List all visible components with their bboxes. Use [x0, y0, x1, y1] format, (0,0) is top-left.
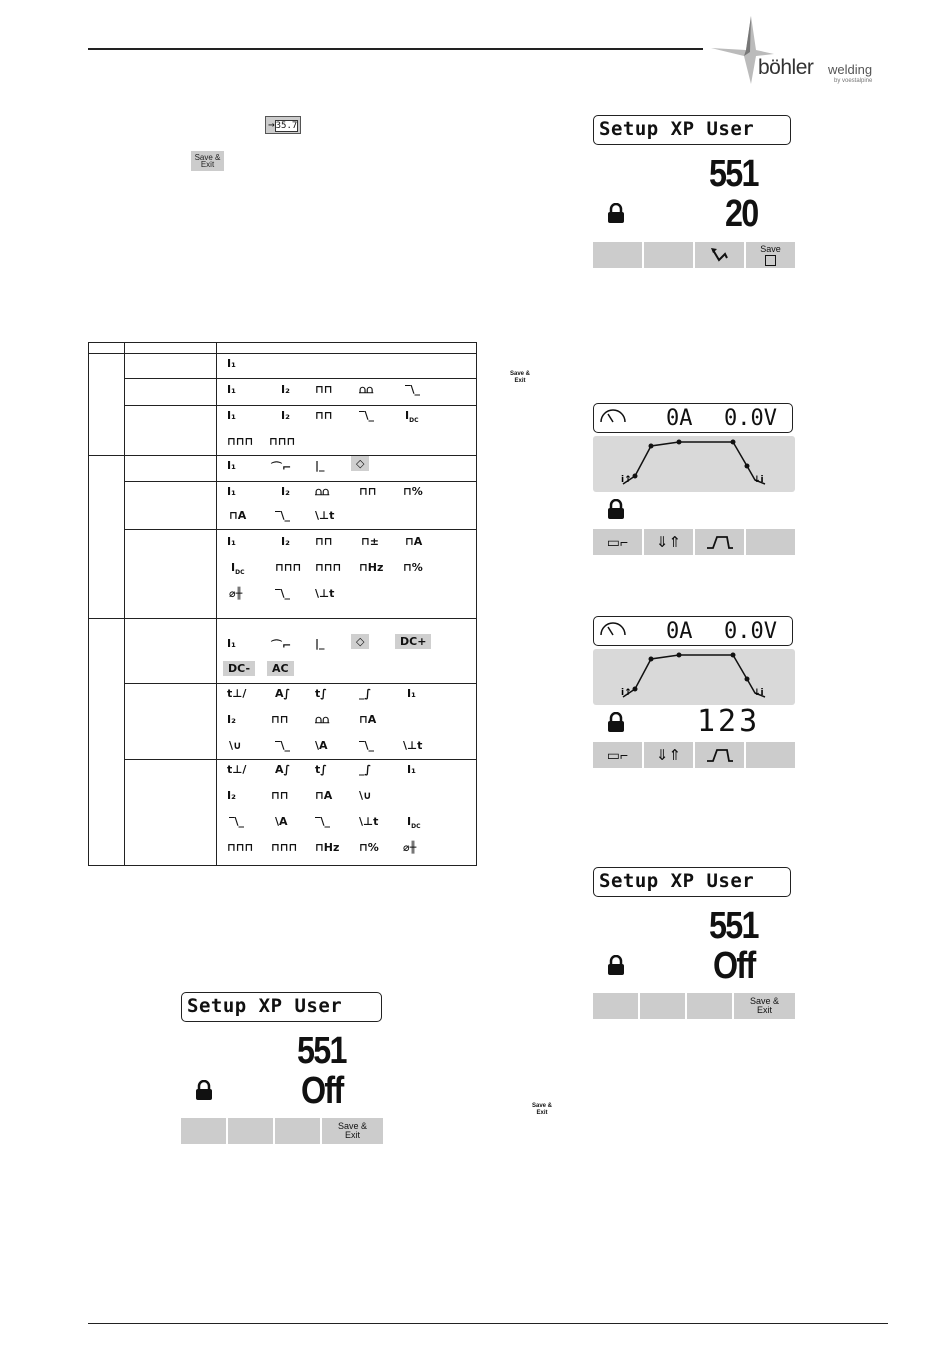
row-divider [89, 455, 476, 456]
softkey-2[interactable] [228, 1118, 275, 1144]
row-divider [124, 683, 476, 684]
pulse-train-icon: ⊓⊓⊓ [227, 435, 254, 448]
lock-icon [607, 955, 625, 975]
lock-icon [607, 712, 625, 732]
khz-pulse-icon: ⩍⩍ [315, 713, 330, 726]
pulse-train-icon: ⊓⊓⊓ [227, 841, 254, 854]
save-exit-icon: Save & Exit [191, 151, 224, 171]
percent-label: % [367, 841, 379, 854]
current-i1-icon: I₁ [227, 357, 236, 370]
panel-title: Setup XP User [593, 115, 791, 145]
row-divider [124, 529, 476, 530]
parameter-number: 551 [709, 153, 758, 195]
footer-rule [88, 1323, 888, 1324]
end-current-icon: \A [315, 739, 328, 752]
pulse-softkey[interactable] [695, 529, 746, 555]
gauge-icon [598, 619, 628, 643]
start-current-icon: A∫ [275, 687, 291, 700]
gas-prepurge-icon: t⊥/ [227, 763, 247, 776]
up-down-icon: ⇓⇑ [655, 746, 682, 764]
undo-icon [709, 246, 731, 264]
pulse-amp-icon: ⊓A [315, 789, 333, 802]
crater-icon: \⊥t [315, 509, 335, 522]
softkey-1[interactable] [181, 1118, 228, 1144]
softkey-2[interactable] [640, 993, 687, 1019]
gauge-icon [598, 406, 628, 430]
header-rule [88, 48, 703, 50]
arrow-icon: → [268, 118, 275, 131]
current-readout: 0A [666, 619, 693, 644]
ac-hz-icon: ⊓Hz [315, 841, 340, 854]
slope-time-icon: \∪ [229, 739, 242, 752]
col-divider [216, 343, 217, 865]
dc-sub-label: DC [411, 823, 421, 831]
panel-setup-off-right [593, 867, 795, 1022]
row-divider [124, 481, 476, 482]
ac-hz-icon: ⊓Hz [359, 561, 384, 574]
panel-graph-1 [593, 403, 795, 558]
svg-text:↓i: ↓i [753, 688, 764, 698]
readout-box [593, 616, 793, 646]
pulse-plus-icon: ⊓± [361, 535, 379, 548]
downslope-icon: ‾\_ [275, 509, 291, 522]
softkey-bar [593, 742, 795, 768]
welding-curve-graph [593, 649, 795, 705]
softkey-bar [593, 993, 795, 1019]
pulse-hz-icon: ⊓⊓ [315, 409, 333, 422]
current-i1-icon: I₁ [227, 485, 236, 498]
parameter-icon-table [88, 342, 477, 866]
note-save-exit-2: Save & Exit [532, 1103, 553, 1116]
note-save-exit-1: Save & Exit [510, 371, 531, 384]
pulse-train-icon: ⊓⊓⊓ [271, 841, 298, 854]
khz-pulse-icon: ⩍⩍ [315, 485, 330, 498]
up-down-icon: ⇓⇑ [655, 533, 682, 551]
electrode-icon: ◇ [351, 456, 369, 471]
panel-title: Setup XP User [593, 867, 791, 897]
softkey-1[interactable] [593, 993, 640, 1019]
hz-label: Hz [367, 561, 384, 574]
svg-text:↓i: ↓i [753, 475, 764, 485]
svg-text:i↑: i↑ [621, 475, 632, 485]
parameter-value: Off [713, 945, 755, 987]
brand-tagline: by voestalpine [834, 78, 873, 84]
dc-sub-label: DC [235, 569, 245, 577]
current-i2-icon: I₂ [281, 409, 290, 422]
pulse-softkey[interactable] [695, 742, 746, 768]
row-divider [89, 618, 476, 619]
downslope-icon: ‾\_ [359, 409, 375, 422]
current-i2-icon: I₂ [281, 383, 290, 396]
crater-icon: \⊥t [359, 815, 379, 828]
pulse-hz-icon: ⊓⊓ [271, 789, 289, 802]
current-i1-icon: I₁ [407, 687, 416, 700]
welding-curve-icon [593, 436, 795, 492]
parameter-value: 20 [725, 193, 758, 235]
pulse-hz-icon: ⊓⊓ [359, 485, 377, 498]
downslope-icon: ‾\_ [405, 383, 421, 396]
upslope-icon: t∫ [315, 763, 327, 776]
segment-value: 123 [697, 704, 761, 739]
step-icon: |_ [315, 459, 325, 472]
lock-icon [607, 203, 625, 223]
current-i1-icon: I₁ [227, 383, 236, 396]
dc-minus-tag: DC- [223, 661, 255, 676]
torch-icon: ▭⌐ [606, 746, 629, 763]
pulse-amp-icon: ⊓A [405, 535, 423, 548]
current-idc-icon: $I_{DC}$ [407, 815, 421, 831]
upslope-icon: _∫ [359, 687, 372, 700]
ac-tag: AC [267, 661, 294, 676]
downslope-icon: ‾\_ [229, 815, 245, 828]
save-label: Save [760, 243, 781, 254]
current-i2-icon: I₂ [281, 485, 290, 498]
row-divider [124, 759, 476, 760]
panel-graph-2 [593, 616, 795, 771]
gas-prepurge-icon: t⊥/ [227, 687, 247, 700]
current-i2-icon: I₂ [227, 713, 236, 726]
crater-icon: \⊥t [403, 739, 423, 752]
lock-icon [195, 1080, 213, 1100]
current-i2-icon: I₂ [227, 789, 236, 802]
softkey-1[interactable] [593, 242, 644, 268]
panel-title: Setup XP User [181, 992, 382, 1022]
save-softkey[interactable] [746, 242, 795, 268]
softkey-3[interactable] [687, 993, 734, 1019]
up-down-softkey[interactable] [644, 742, 695, 768]
col-divider [124, 343, 125, 865]
value-box-icon [265, 116, 301, 134]
khz-pulse-icon: ⩍⩍ [359, 383, 374, 396]
pulse-hz-icon: ⊓⊓ [315, 383, 333, 396]
pulse-shape-icon [705, 534, 735, 550]
svg-text:i↑: i↑ [621, 688, 632, 698]
softkey-2[interactable] [644, 242, 695, 268]
pulse-hz-icon: ⊓⊓ [271, 713, 289, 726]
up-down-softkey[interactable] [644, 529, 695, 555]
brand-suffix: welding [828, 62, 873, 77]
current-readout: 0A [666, 406, 693, 431]
row-divider [124, 405, 476, 406]
brand-logo [706, 14, 896, 89]
softkey-3[interactable] [275, 1118, 322, 1144]
lock-icon [607, 499, 625, 519]
softkey-bar [593, 529, 795, 555]
electrode-diameter-icon: ⌀╫ [403, 841, 417, 854]
ac-balance-icon: ⊓% [359, 841, 379, 854]
current-idc-icon: $I_{DC}$ [405, 409, 419, 425]
current-i1-icon: I₁ [407, 763, 416, 776]
softkey-4[interactable] [746, 742, 795, 768]
row-divider [124, 378, 476, 379]
pulse-amp-icon: ⊓A [359, 713, 377, 726]
pulse-hz-icon: ⊓⊓ [315, 535, 333, 548]
undo-softkey[interactable] [695, 242, 746, 268]
softkey-bar [593, 242, 795, 268]
parameter-value: Off [301, 1070, 343, 1112]
softkey-4[interactable] [746, 529, 795, 555]
ac-balance-icon: ⊓% [403, 561, 423, 574]
pulse-train-icon: ⊓⊓⊓ [315, 561, 342, 574]
hotstart-icon: ⌒⌐ [271, 461, 292, 474]
row-divider [89, 353, 476, 354]
current-i1-icon: I₁ [227, 409, 236, 422]
downslope-icon: ‾\_ [359, 739, 375, 752]
torch-icon: ▭⌐ [606, 533, 629, 550]
save-exit-softkey[interactable]: Save & Exit [337, 1121, 368, 1140]
pulse-train-icon: ⊓⊓⊓ [269, 435, 296, 448]
pulse-amp-icon: ⊓A [229, 509, 247, 522]
dc-sub-label: DC [409, 417, 419, 425]
current-i2-icon: I₂ [281, 535, 290, 548]
dc-plus-tag: DC+ [395, 634, 431, 649]
step-icon: |_ [315, 637, 325, 650]
panel-setup-off-left [181, 992, 385, 1147]
end-current-icon: \A [275, 815, 288, 828]
welding-curve-graph [593, 436, 795, 492]
parameter-number: 551 [709, 905, 758, 947]
hz-label: Hz [323, 841, 340, 854]
downslope-icon: ‾\_ [275, 587, 291, 600]
upslope-icon: t∫ [315, 687, 327, 700]
start-current-icon: A∫ [275, 763, 291, 776]
percent-label: % [411, 561, 423, 574]
value-box-text: 35.7 [275, 121, 298, 131]
pulse-train-icon: ⊓⊓⊓ [275, 561, 302, 574]
panel-setup-20 [593, 115, 795, 270]
softkey-bar [181, 1118, 383, 1144]
current-i1-icon: I₁ [227, 637, 236, 650]
brand-name: böhler [758, 56, 814, 79]
pulse-shape-icon [705, 747, 735, 763]
parameter-number: 551 [297, 1030, 346, 1072]
disk-icon [765, 255, 776, 266]
current-i1-icon: I₁ [227, 459, 236, 472]
readout-box [593, 403, 793, 433]
torch-softkey[interactable] [593, 529, 644, 555]
hotstart-icon: ⌒⌐ [271, 639, 292, 652]
current-idc-icon: $I_{DC}$ [231, 561, 245, 577]
electrode-icon: ◇ [351, 634, 369, 649]
welding-curve-icon [593, 649, 795, 705]
downslope-icon: ‾\_ [315, 815, 331, 828]
voltage-readout: 0.0V [724, 406, 777, 431]
downslope-icon: ‾\_ [275, 739, 291, 752]
torch-softkey[interactable] [593, 742, 644, 768]
current-i1-icon: I₁ [227, 535, 236, 548]
crater-icon: \⊥t [315, 587, 335, 600]
upslope-icon: _∫ [359, 763, 372, 776]
pulse-percent-icon: ⊓% [403, 485, 423, 498]
voltage-readout: 0.0V [724, 619, 777, 644]
save-exit-softkey[interactable]: Save & Exit [749, 996, 780, 1015]
slope-time-icon: \∪ [359, 789, 372, 802]
electrode-diameter-icon: ⌀╫ [229, 587, 243, 600]
